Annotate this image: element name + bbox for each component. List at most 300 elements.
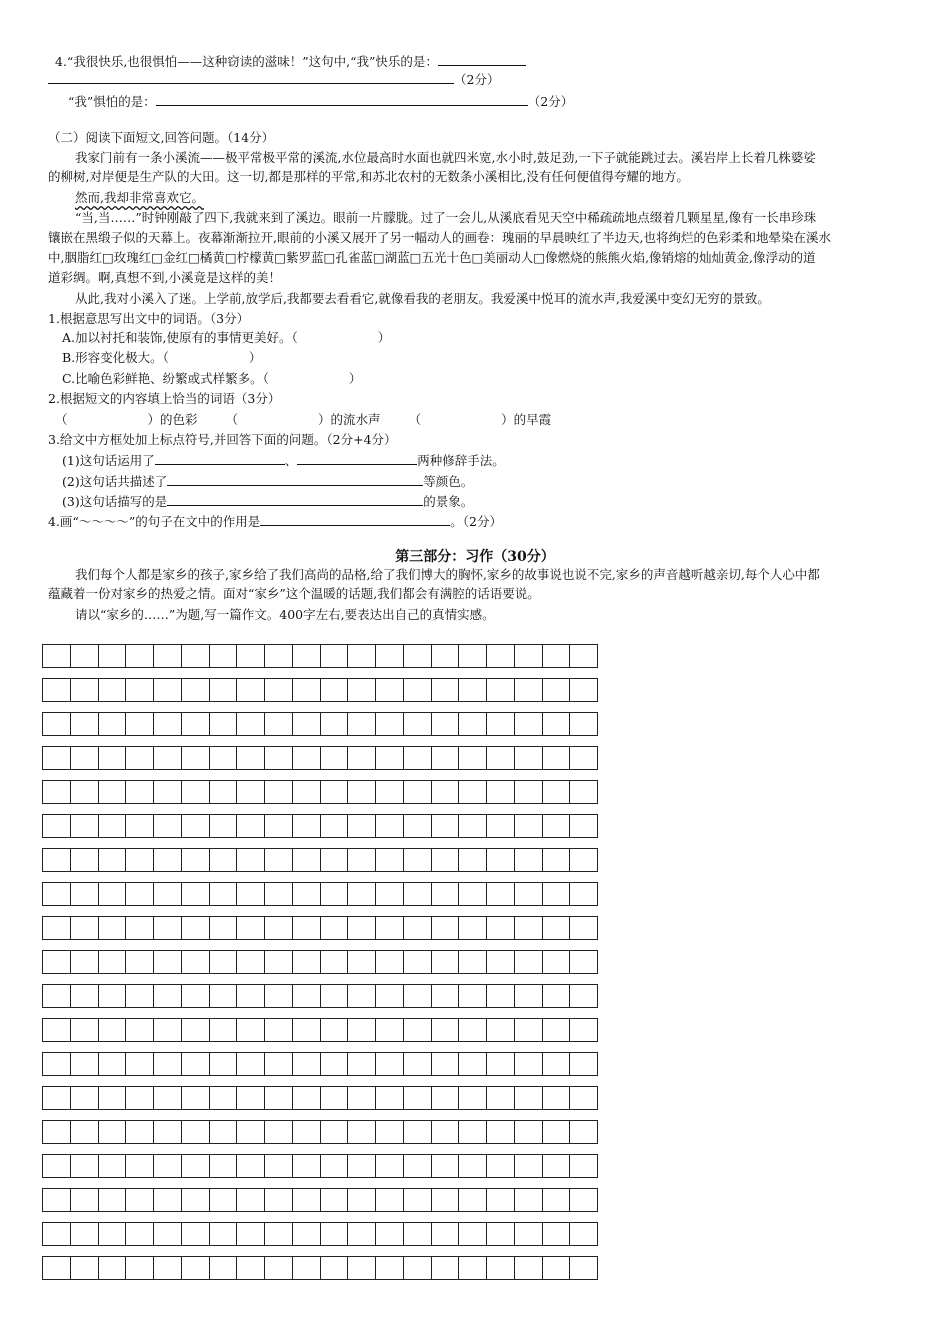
grid-cell[interactable] — [237, 951, 265, 973]
grid-cell[interactable] — [126, 917, 154, 939]
grid-cell[interactable] — [154, 679, 182, 701]
grid-cell[interactable] — [321, 713, 349, 735]
grid-cell[interactable] — [265, 1223, 293, 1245]
grid-cell[interactable] — [321, 1155, 349, 1177]
grid-cell[interactable] — [321, 883, 349, 905]
grid-cell[interactable] — [404, 1155, 432, 1177]
grid-cell[interactable] — [43, 679, 71, 701]
grid-cell[interactable] — [265, 1087, 293, 1109]
grid-cell[interactable] — [376, 1223, 404, 1245]
grid-cell[interactable] — [515, 917, 543, 939]
grid-cell[interactable] — [376, 883, 404, 905]
grid-cell[interactable] — [404, 917, 432, 939]
grid-cell[interactable] — [321, 781, 349, 803]
grid-cell[interactable] — [432, 815, 460, 837]
grid-cell[interactable] — [404, 951, 432, 973]
grid-cell[interactable] — [71, 747, 99, 769]
grid-cell[interactable] — [43, 1019, 71, 1041]
grid-cell[interactable] — [71, 849, 99, 871]
grid-cell[interactable] — [293, 1087, 321, 1109]
grid-cell[interactable] — [515, 1257, 543, 1279]
grid-cell[interactable] — [43, 951, 71, 973]
grid-cell[interactable] — [348, 883, 376, 905]
grid-cell[interactable] — [487, 917, 515, 939]
grid-cell[interactable] — [99, 781, 127, 803]
grid-cell[interactable] — [154, 781, 182, 803]
grid-cell[interactable] — [237, 849, 265, 871]
grid-cell[interactable] — [432, 1189, 460, 1211]
grid-cell[interactable] — [570, 1189, 597, 1211]
grid-cell[interactable] — [570, 1053, 597, 1075]
grid-cell[interactable] — [126, 1087, 154, 1109]
grid-cell[interactable] — [432, 645, 460, 667]
grid-cell[interactable] — [487, 747, 515, 769]
grid-cell[interactable] — [210, 917, 238, 939]
grid-cell[interactable] — [376, 747, 404, 769]
grid-cell[interactable] — [404, 679, 432, 701]
grid-cell[interactable] — [404, 747, 432, 769]
grid-cell[interactable] — [487, 1053, 515, 1075]
grid-cell[interactable] — [321, 1257, 349, 1279]
grid-cell[interactable] — [154, 849, 182, 871]
grid-cell[interactable] — [459, 781, 487, 803]
grid-cell[interactable] — [293, 1257, 321, 1279]
grid-cell[interactable] — [543, 1189, 571, 1211]
grid-cell[interactable] — [515, 1053, 543, 1075]
grid-cell[interactable] — [182, 1257, 210, 1279]
grid-cell[interactable] — [99, 849, 127, 871]
grid-cell[interactable] — [237, 645, 265, 667]
grid-cell[interactable] — [376, 645, 404, 667]
grid-cell[interactable] — [348, 985, 376, 1007]
grid-cell[interactable] — [182, 1053, 210, 1075]
grid-cell[interactable] — [570, 713, 597, 735]
grid-cell[interactable] — [570, 985, 597, 1007]
grid-cell[interactable] — [71, 951, 99, 973]
grid-cell[interactable] — [71, 1121, 99, 1143]
grid-cell[interactable] — [432, 713, 460, 735]
grid-cell[interactable] — [99, 1053, 127, 1075]
grid-cell[interactable] — [543, 815, 571, 837]
grid-cell[interactable] — [459, 1189, 487, 1211]
grid-cell[interactable] — [376, 917, 404, 939]
grid-cell[interactable] — [487, 1121, 515, 1143]
grid-cell[interactable] — [265, 645, 293, 667]
grid-cell[interactable] — [71, 917, 99, 939]
grid-cell[interactable] — [154, 917, 182, 939]
grid-cell[interactable] — [543, 1087, 571, 1109]
grid-cell[interactable] — [321, 1223, 349, 1245]
grid-cell[interactable] — [71, 1053, 99, 1075]
grid-cell[interactable] — [237, 1155, 265, 1177]
grid-cell[interactable] — [376, 1087, 404, 1109]
grid-cell[interactable] — [376, 849, 404, 871]
grid-cell[interactable] — [126, 1121, 154, 1143]
grid-cell[interactable] — [543, 645, 571, 667]
grid-cell[interactable] — [71, 1019, 99, 1041]
grid-cell[interactable] — [432, 985, 460, 1007]
grid-cell[interactable] — [265, 883, 293, 905]
grid-cell[interactable] — [43, 1121, 71, 1143]
grid-cell[interactable] — [210, 1121, 238, 1143]
grid-cell[interactable] — [515, 985, 543, 1007]
grid-cell[interactable] — [126, 747, 154, 769]
grid-cell[interactable] — [265, 849, 293, 871]
grid-cell[interactable] — [376, 951, 404, 973]
grid-cell[interactable] — [570, 1019, 597, 1041]
grid-cell[interactable] — [99, 679, 127, 701]
grid-cell[interactable] — [570, 883, 597, 905]
grid-cell[interactable] — [210, 849, 238, 871]
grid-cell[interactable] — [459, 747, 487, 769]
grid-cell[interactable] — [154, 645, 182, 667]
grid-cell[interactable] — [293, 883, 321, 905]
grid-cell[interactable] — [570, 1087, 597, 1109]
grid-cell[interactable] — [487, 713, 515, 735]
grid-cell[interactable] — [487, 849, 515, 871]
grid-cell[interactable] — [487, 1257, 515, 1279]
grid-cell[interactable] — [487, 1155, 515, 1177]
grid-cell[interactable] — [293, 1189, 321, 1211]
grid-cell[interactable] — [237, 781, 265, 803]
grid-cell[interactable] — [321, 1087, 349, 1109]
grid-cell[interactable] — [99, 815, 127, 837]
grid-cell[interactable] — [210, 1155, 238, 1177]
grid-cell[interactable] — [487, 985, 515, 1007]
grid-cell[interactable] — [154, 1223, 182, 1245]
grid-cell[interactable] — [265, 917, 293, 939]
grid-cell[interactable] — [570, 679, 597, 701]
grid-cell[interactable] — [515, 1223, 543, 1245]
grid-cell[interactable] — [126, 985, 154, 1007]
grid-cell[interactable] — [376, 1019, 404, 1041]
grid-cell[interactable] — [376, 1155, 404, 1177]
grid-cell[interactable] — [570, 1155, 597, 1177]
grid-cell[interactable] — [293, 1019, 321, 1041]
grid-cell[interactable] — [43, 883, 71, 905]
grid-cell[interactable] — [43, 1087, 71, 1109]
grid-cell[interactable] — [237, 917, 265, 939]
grid-cell[interactable] — [210, 645, 238, 667]
grid-cell[interactable] — [404, 1189, 432, 1211]
grid-cell[interactable] — [348, 1019, 376, 1041]
grid-cell[interactable] — [487, 679, 515, 701]
grid-cell[interactable] — [71, 985, 99, 1007]
grid-cell[interactable] — [432, 1087, 460, 1109]
grid-cell[interactable] — [293, 1053, 321, 1075]
grid-cell[interactable] — [404, 1257, 432, 1279]
grid-cell[interactable] — [432, 883, 460, 905]
grid-cell[interactable] — [210, 985, 238, 1007]
grid-cell[interactable] — [432, 781, 460, 803]
grid-cell[interactable] — [376, 1189, 404, 1211]
grid-cell[interactable] — [99, 1257, 127, 1279]
grid-cell[interactable] — [126, 1019, 154, 1041]
grid-cell[interactable] — [348, 815, 376, 837]
grid-cell[interactable] — [293, 679, 321, 701]
grid-cell[interactable] — [404, 645, 432, 667]
grid-cell[interactable] — [43, 1053, 71, 1075]
grid-cell[interactable] — [570, 1121, 597, 1143]
grid-cell[interactable] — [154, 985, 182, 1007]
grid-cell[interactable] — [154, 713, 182, 735]
grid-cell[interactable] — [237, 883, 265, 905]
grid-cell[interactable] — [237, 1121, 265, 1143]
grid-cell[interactable] — [210, 1257, 238, 1279]
grid-cell[interactable] — [265, 985, 293, 1007]
grid-cell[interactable] — [293, 951, 321, 973]
grid-cell[interactable] — [404, 815, 432, 837]
grid-cell[interactable] — [432, 747, 460, 769]
grid-cell[interactable] — [404, 1053, 432, 1075]
grid-cell[interactable] — [293, 1155, 321, 1177]
grid-cell[interactable] — [293, 645, 321, 667]
grid-cell[interactable] — [515, 713, 543, 735]
grid-cell[interactable] — [404, 1019, 432, 1041]
grid-cell[interactable] — [570, 645, 597, 667]
grid-cell[interactable] — [265, 815, 293, 837]
grid-cell[interactable] — [237, 713, 265, 735]
grid-cell[interactable] — [43, 815, 71, 837]
grid-cell[interactable] — [182, 1019, 210, 1041]
grid-cell[interactable] — [237, 1087, 265, 1109]
grid-cell[interactable] — [237, 985, 265, 1007]
grid-cell[interactable] — [293, 917, 321, 939]
grid-cell[interactable] — [182, 951, 210, 973]
grid-cell[interactable] — [487, 1087, 515, 1109]
grid-cell[interactable] — [43, 1223, 71, 1245]
grid-cell[interactable] — [99, 985, 127, 1007]
grid-cell[interactable] — [265, 1053, 293, 1075]
grid-cell[interactable] — [99, 1189, 127, 1211]
grid-cell[interactable] — [210, 815, 238, 837]
grid-cell[interactable] — [570, 815, 597, 837]
grid-cell[interactable] — [182, 1121, 210, 1143]
grid-cell[interactable] — [126, 781, 154, 803]
grid-cell[interactable] — [321, 1189, 349, 1211]
grid-cell[interactable] — [99, 917, 127, 939]
grid-cell[interactable] — [543, 1155, 571, 1177]
grid-cell[interactable] — [154, 1257, 182, 1279]
grid-cell[interactable] — [376, 985, 404, 1007]
grid-cell[interactable] — [515, 747, 543, 769]
grid-cell[interactable] — [43, 985, 71, 1007]
grid-cell[interactable] — [487, 951, 515, 973]
grid-cell[interactable] — [265, 679, 293, 701]
grid-cell[interactable] — [71, 1189, 99, 1211]
grid-cell[interactable] — [515, 883, 543, 905]
grid-cell[interactable] — [348, 1087, 376, 1109]
grid-cell[interactable] — [432, 951, 460, 973]
grid-cell[interactable] — [237, 1019, 265, 1041]
grid-cell[interactable] — [154, 747, 182, 769]
grid-cell[interactable] — [237, 1223, 265, 1245]
grid-cell[interactable] — [293, 747, 321, 769]
grid-cell[interactable] — [321, 815, 349, 837]
grid-cell[interactable] — [459, 1257, 487, 1279]
grid-cell[interactable] — [515, 645, 543, 667]
grid-cell[interactable] — [515, 951, 543, 973]
grid-cell[interactable] — [182, 781, 210, 803]
grid-cell[interactable] — [543, 713, 571, 735]
grid-cell[interactable] — [376, 815, 404, 837]
grid-cell[interactable] — [570, 1223, 597, 1245]
grid-cell[interactable] — [237, 1053, 265, 1075]
grid-cell[interactable] — [265, 1019, 293, 1041]
grid-cell[interactable] — [459, 1121, 487, 1143]
grid-cell[interactable] — [404, 781, 432, 803]
grid-cell[interactable] — [99, 747, 127, 769]
grid-cell[interactable] — [404, 1087, 432, 1109]
grid-cell[interactable] — [154, 951, 182, 973]
grid-cell[interactable] — [154, 815, 182, 837]
grid-cell[interactable] — [265, 747, 293, 769]
grid-cell[interactable] — [321, 985, 349, 1007]
grid-cell[interactable] — [265, 1121, 293, 1143]
grid-cell[interactable] — [293, 849, 321, 871]
grid-cell[interactable] — [154, 1087, 182, 1109]
answer-blank[interactable] — [438, 53, 526, 66]
grid-cell[interactable] — [487, 645, 515, 667]
grid-cell[interactable] — [515, 1121, 543, 1143]
grid-cell[interactable] — [99, 883, 127, 905]
grid-cell[interactable] — [182, 1223, 210, 1245]
grid-cell[interactable] — [487, 1223, 515, 1245]
grid-cell[interactable] — [210, 883, 238, 905]
answer-blank[interactable] — [156, 93, 528, 106]
grid-cell[interactable] — [43, 849, 71, 871]
grid-cell[interactable] — [182, 747, 210, 769]
grid-cell[interactable] — [126, 679, 154, 701]
grid-cell[interactable] — [543, 1053, 571, 1075]
grid-cell[interactable] — [99, 645, 127, 667]
grid-cell[interactable] — [43, 781, 71, 803]
grid-cell[interactable] — [210, 679, 238, 701]
grid-cell[interactable] — [321, 1121, 349, 1143]
grid-cell[interactable] — [43, 713, 71, 735]
grid-cell[interactable] — [99, 1121, 127, 1143]
grid-cell[interactable] — [99, 1019, 127, 1041]
grid-cell[interactable] — [321, 917, 349, 939]
answer-blank[interactable] — [260, 513, 450, 526]
grid-cell[interactable] — [154, 1155, 182, 1177]
grid-cell[interactable] — [459, 951, 487, 973]
grid-cell[interactable] — [515, 1019, 543, 1041]
grid-cell[interactable] — [459, 849, 487, 871]
grid-cell[interactable] — [293, 781, 321, 803]
grid-cell[interactable] — [126, 713, 154, 735]
grid-cell[interactable] — [71, 1087, 99, 1109]
grid-cell[interactable] — [126, 849, 154, 871]
grid-cell[interactable] — [210, 747, 238, 769]
grid-cell[interactable] — [487, 781, 515, 803]
answer-blank[interactable] — [167, 473, 423, 486]
grid-cell[interactable] — [459, 1223, 487, 1245]
grid-cell[interactable] — [154, 1121, 182, 1143]
grid-cell[interactable] — [182, 849, 210, 871]
grid-cell[interactable] — [459, 815, 487, 837]
grid-cell[interactable] — [182, 917, 210, 939]
grid-cell[interactable] — [126, 1155, 154, 1177]
grid-cell[interactable] — [487, 883, 515, 905]
grid-cell[interactable] — [543, 1019, 571, 1041]
grid-cell[interactable] — [348, 951, 376, 973]
answer-blank[interactable] — [167, 493, 423, 506]
grid-cell[interactable] — [321, 849, 349, 871]
grid-cell[interactable] — [182, 1189, 210, 1211]
grid-cell[interactable] — [348, 713, 376, 735]
grid-cell[interactable] — [99, 1087, 127, 1109]
grid-cell[interactable] — [543, 679, 571, 701]
grid-cell[interactable] — [265, 781, 293, 803]
grid-cell[interactable] — [570, 849, 597, 871]
grid-cell[interactable] — [265, 1155, 293, 1177]
grid-cell[interactable] — [348, 917, 376, 939]
grid-cell[interactable] — [182, 1087, 210, 1109]
grid-cell[interactable] — [459, 679, 487, 701]
grid-cell[interactable] — [321, 747, 349, 769]
grid-cell[interactable] — [404, 883, 432, 905]
grid-cell[interactable] — [570, 917, 597, 939]
grid-cell[interactable] — [404, 985, 432, 1007]
grid-cell[interactable] — [459, 883, 487, 905]
grid-cell[interactable] — [432, 1019, 460, 1041]
grid-cell[interactable] — [432, 849, 460, 871]
grid-cell[interactable] — [543, 849, 571, 871]
grid-cell[interactable] — [404, 849, 432, 871]
grid-cell[interactable] — [376, 1053, 404, 1075]
grid-cell[interactable] — [404, 713, 432, 735]
grid-cell[interactable] — [126, 951, 154, 973]
grid-cell[interactable] — [543, 1257, 571, 1279]
grid-cell[interactable] — [43, 1155, 71, 1177]
grid-cell[interactable] — [348, 1223, 376, 1245]
grid-cell[interactable] — [515, 1087, 543, 1109]
grid-cell[interactable] — [71, 1257, 99, 1279]
grid-cell[interactable] — [237, 1189, 265, 1211]
grid-cell[interactable] — [265, 713, 293, 735]
grid-cell[interactable] — [543, 747, 571, 769]
grid-cell[interactable] — [99, 713, 127, 735]
grid-cell[interactable] — [210, 1223, 238, 1245]
grid-cell[interactable] — [459, 1155, 487, 1177]
grid-cell[interactable] — [99, 1223, 127, 1245]
grid-cell[interactable] — [43, 1189, 71, 1211]
grid-cell[interactable] — [126, 883, 154, 905]
grid-cell[interactable] — [432, 1257, 460, 1279]
grid-cell[interactable] — [293, 985, 321, 1007]
grid-cell[interactable] — [265, 1189, 293, 1211]
grid-cell[interactable] — [376, 781, 404, 803]
grid-cell[interactable] — [43, 917, 71, 939]
grid-cell[interactable] — [237, 679, 265, 701]
grid-cell[interactable] — [459, 1019, 487, 1041]
grid-cell[interactable] — [126, 815, 154, 837]
grid-cell[interactable] — [154, 1189, 182, 1211]
grid-cell[interactable] — [99, 951, 127, 973]
grid-cell[interactable] — [459, 645, 487, 667]
grid-cell[interactable] — [543, 917, 571, 939]
grid-cell[interactable] — [459, 1087, 487, 1109]
grid-cell[interactable] — [376, 1257, 404, 1279]
grid-cell[interactable] — [154, 1053, 182, 1075]
grid-cell[interactable] — [293, 1121, 321, 1143]
grid-cell[interactable] — [293, 815, 321, 837]
grid-cell[interactable] — [265, 1257, 293, 1279]
grid-cell[interactable] — [293, 713, 321, 735]
answer-blank[interactable] — [155, 452, 285, 465]
grid-cell[interactable] — [515, 1189, 543, 1211]
